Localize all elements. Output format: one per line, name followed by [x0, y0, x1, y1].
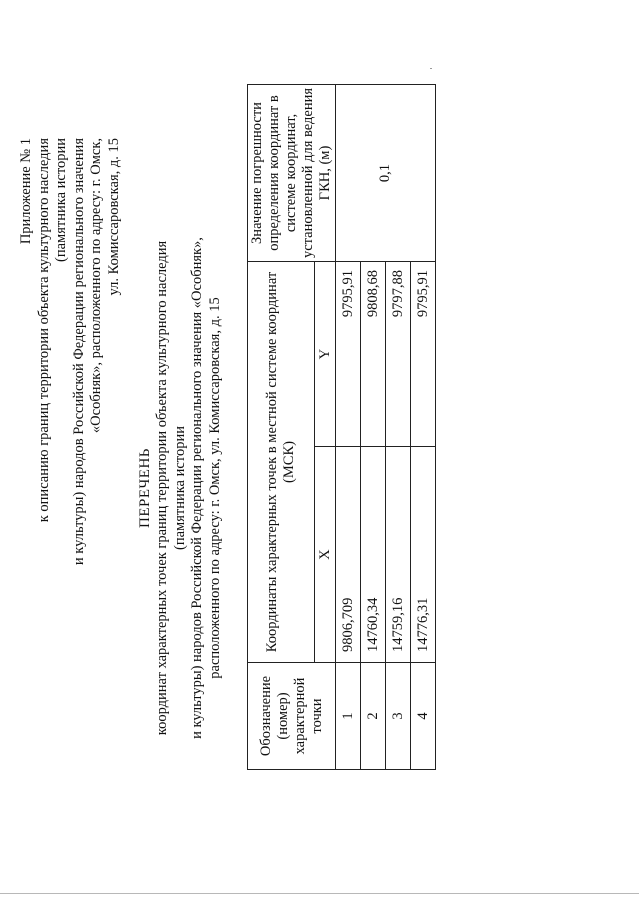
cell-point: 4: [411, 663, 436, 770]
table-row: [336, 85, 361, 770]
cell-x: 14776,31: [411, 447, 436, 663]
scan-edge-line: [0, 893, 639, 894]
cell-y: 9795,91: [411, 262, 436, 447]
header-x: X: [315, 447, 336, 663]
header-error-value: Значение погрешности определения координат в системе координат, установленной для ведения ГКН, (м): [248, 85, 336, 262]
document-subtitle: и культуры) народов Российской Федерации регионального значения «Особняк»,: [189, 237, 206, 739]
appendix-line: ул. Комиссаровская, д. 15: [105, 138, 122, 296]
cell-y: 9795,91: [336, 262, 361, 447]
cell-point: 1: [336, 663, 361, 770]
cell-point: 3: [386, 663, 411, 770]
appendix-header: [18, 138, 124, 578]
appendix-line: и культуры) народов Российской Федерации регионального значения: [70, 138, 87, 566]
document-subtitle: координат характерных точек границ территории объекта культурного наследия (памятника истории: [154, 240, 188, 736]
cell-x: 14760,34: [361, 447, 386, 663]
rotated-document-sheet: [0, 87, 494, 838]
appendix-line: «Особняк», расположенного по адресу: г. Омск,: [88, 138, 105, 434]
cell-error-value: 0,1: [336, 85, 436, 262]
header-point-designation: Обозначение (номер) характерной точки: [248, 663, 336, 770]
cell-point: 2: [361, 663, 386, 770]
document-subtitle: расположенного по адресу: г. Омск, ул. Комиссаровская, д. 15: [206, 297, 223, 679]
cell-y: 9808,68: [361, 262, 386, 447]
header-coordinates: Координаты характерных точек в местной системе координат (МСК): [248, 262, 315, 663]
document-title: ПЕРЕЧЕНЬ: [137, 448, 153, 528]
cell-y: 9797,88: [386, 262, 411, 447]
scan-speck: [430, 68, 432, 69]
coordinates-table: [247, 84, 436, 770]
header-y: Y: [315, 262, 336, 447]
document-title-block: [136, 208, 224, 768]
appendix-number: Приложение № 1: [18, 138, 34, 245]
cell-x: 9806,709: [336, 447, 361, 663]
appendix-line: к описанию границ территории объекта культурного наследия (памятника истории: [35, 138, 70, 523]
cell-x: 14759,16: [386, 447, 411, 663]
